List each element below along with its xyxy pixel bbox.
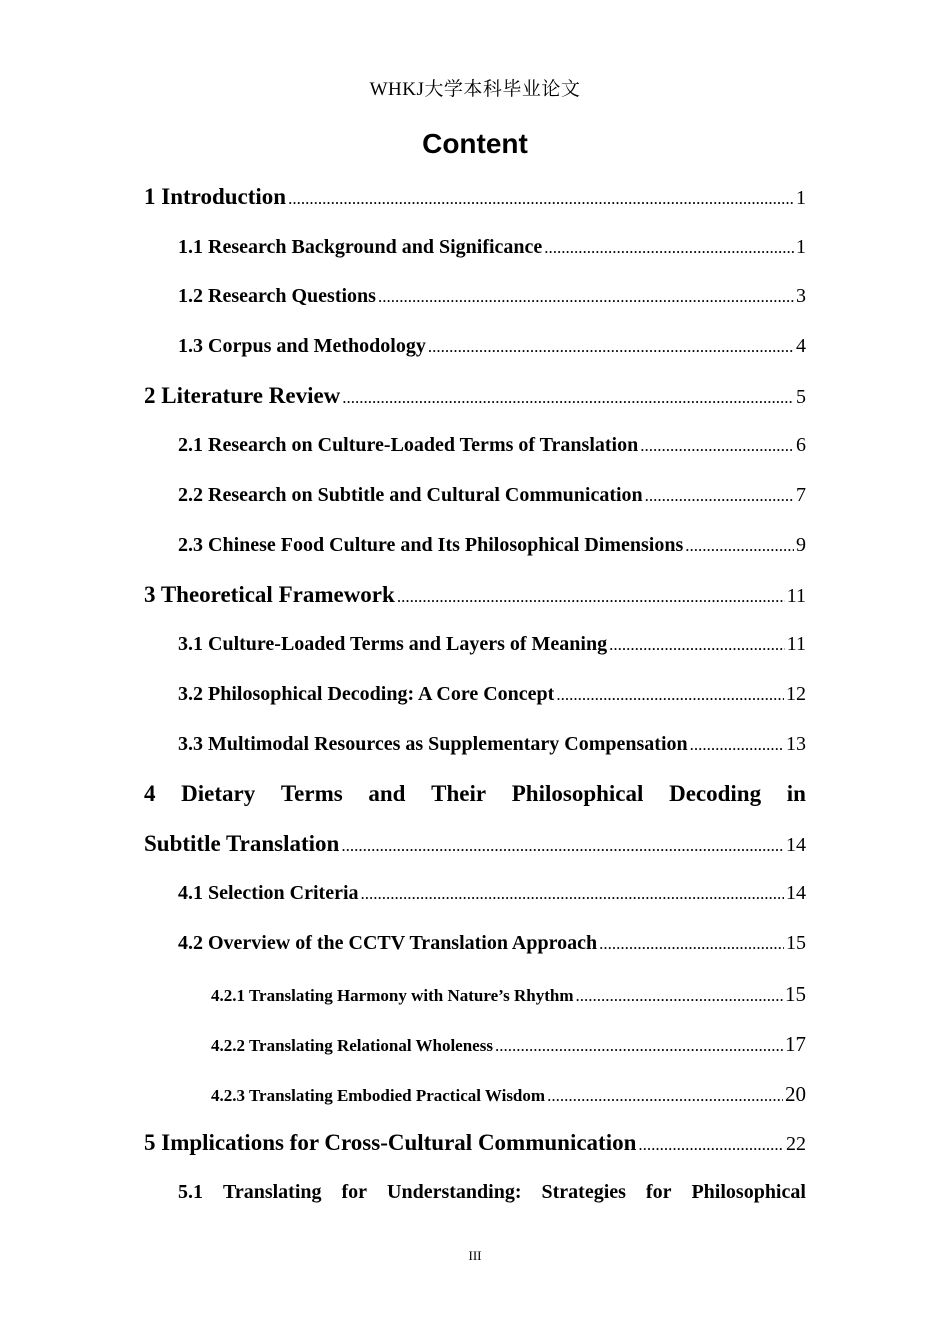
toc-page-number: 11 — [786, 585, 806, 607]
toc-entry-label: 1.1 Research Background and Significance — [178, 236, 543, 258]
toc-page-number: 22 — [786, 1133, 806, 1155]
dot-leader — [685, 536, 794, 556]
toc-entry-label: 4.2.3 Translating Embodied Practical Wisdom — [211, 1086, 546, 1105]
toc-entry-label: Subtitle Translation — [144, 831, 340, 856]
toc-word: Dietary — [181, 781, 256, 806]
toc-page-number: 1 — [796, 187, 806, 209]
dot-leader — [609, 635, 785, 655]
toc-word: and — [368, 781, 406, 806]
toc-entry-1-1[interactable] — [178, 236, 806, 259]
toc-entry-3-3[interactable] — [178, 733, 806, 756]
toc-entry-5-1-line1[interactable] — [178, 1181, 806, 1204]
toc-entry-label: 1 Introduction — [144, 184, 287, 209]
dot-leader — [638, 1135, 784, 1155]
toc-page-number: 7 — [796, 484, 806, 506]
toc-entry-3[interactable] — [144, 582, 806, 608]
toc-entry-1[interactable] — [144, 184, 806, 210]
toc-entry-label: 2.1 Research on Culture-Loaded Terms of Translation — [178, 434, 639, 456]
toc-page-number: 17 — [785, 1032, 806, 1056]
toc-word: Decoding — [669, 781, 762, 806]
toc-entry-label: 5 Implications for Cross-Cultural Communication — [144, 1130, 637, 1155]
toc-entry-label: 3.1 Culture-Loaded Terms and Layers of Meaning — [178, 633, 608, 655]
toc-word: Their — [431, 781, 487, 806]
toc-entry-2-3[interactable] — [178, 534, 806, 557]
toc-word: Terms — [280, 781, 343, 806]
toc-page-number: 3 — [796, 285, 806, 307]
page-number-footer: III — [468, 1248, 482, 1263]
toc-entry-4-1[interactable] — [178, 882, 806, 905]
dot-leader — [397, 587, 785, 607]
toc-entry-4-2-2[interactable] — [211, 1032, 806, 1057]
toc-entry-1-2[interactable] — [178, 285, 806, 308]
page-header: WHKJ大学本科毕业论文 — [369, 79, 581, 100]
toc-entry-label: 4.2.2 Translating Relational Wholeness — [211, 1036, 493, 1055]
toc-entry-label: 2 Literature Review — [144, 383, 341, 408]
toc-entry-label: 4.2 Overview of the CCTV Translation Approach — [178, 932, 598, 954]
dot-leader — [378, 287, 794, 307]
toc-page-number: 13 — [786, 733, 806, 755]
toc-word: Philosophical — [511, 781, 644, 806]
toc-entry-2[interactable] — [144, 383, 806, 409]
toc-word: 5.1 — [178, 1181, 203, 1203]
toc-title: Content — [422, 128, 528, 159]
toc-entry-4-line1[interactable] — [144, 781, 806, 807]
toc-word: Philosophical — [691, 1181, 806, 1203]
toc-page-number: 15 — [785, 982, 806, 1006]
toc-page-number: 11 — [786, 633, 806, 655]
dot-leader — [495, 1036, 783, 1056]
toc-word: for — [341, 1181, 368, 1203]
dot-leader — [576, 986, 783, 1006]
toc-entry-4-2-1[interactable] — [211, 982, 806, 1007]
toc-entry-3-1[interactable] — [178, 633, 806, 656]
toc-entry-label: 3.3 Multimodal Resources as Supplementary Compensation — [178, 733, 688, 755]
dot-leader — [690, 735, 784, 755]
toc-page-number: 12 — [786, 683, 806, 705]
dot-leader — [428, 337, 794, 357]
dot-leader — [361, 884, 785, 904]
dot-leader — [640, 436, 794, 456]
toc-entry-label: 2.2 Research on Subtitle and Cultural Communication — [178, 484, 643, 506]
toc-page-number: 14 — [786, 834, 806, 856]
toc-entry-label: 1.2 Research Questions — [178, 285, 376, 307]
toc-entry-2-2[interactable] — [178, 484, 806, 507]
toc-word: Strategies — [541, 1181, 626, 1203]
dot-leader — [547, 1086, 783, 1106]
toc-page-number: 20 — [785, 1082, 806, 1106]
toc-entry-4-2-3[interactable] — [211, 1082, 806, 1107]
toc-page-number: 6 — [796, 434, 806, 456]
dot-leader — [645, 486, 794, 506]
toc-entry-3-2[interactable] — [178, 683, 806, 706]
toc-word: for — [645, 1181, 672, 1203]
toc-entry-4-2[interactable] — [178, 932, 806, 955]
dot-leader — [599, 934, 784, 954]
toc-page-number: 14 — [786, 882, 806, 904]
toc-page-number: 5 — [796, 386, 806, 408]
toc-entry-1-3[interactable] — [178, 335, 806, 358]
toc-entry-label: 4.1 Selection Criteria — [178, 882, 359, 904]
toc-entry-5[interactable] — [144, 1130, 806, 1156]
toc-entry-label: 3.2 Philosophical Decoding: A Core Concept — [178, 683, 555, 705]
toc-entry-label: 1.3 Corpus and Methodology — [178, 335, 426, 357]
toc-word: in — [786, 781, 806, 806]
toc-entry-4[interactable] — [144, 831, 806, 857]
dot-leader — [556, 685, 784, 705]
toc-entry-label: 4.2.1 Translating Harmony with Nature’s Rhythm — [211, 986, 574, 1005]
toc-word: Translating — [222, 1181, 322, 1203]
dot-leader — [544, 238, 794, 258]
toc-page-number: 1 — [796, 236, 806, 258]
toc-page-number: 15 — [786, 932, 806, 954]
toc-entry-2-1[interactable] — [178, 434, 806, 457]
toc-page-number: 9 — [796, 534, 806, 556]
toc-word: Understanding: — [387, 1181, 522, 1203]
dot-leader — [341, 836, 784, 856]
toc-entry-label: 3 Theoretical Framework — [144, 582, 395, 607]
toc-page-number: 4 — [796, 335, 806, 357]
dot-leader — [342, 388, 794, 408]
toc-entry-label: 2.3 Chinese Food Culture and Its Philosophical Dimensions — [178, 534, 684, 556]
toc-word: 4 — [144, 781, 156, 806]
dot-leader — [288, 189, 794, 209]
